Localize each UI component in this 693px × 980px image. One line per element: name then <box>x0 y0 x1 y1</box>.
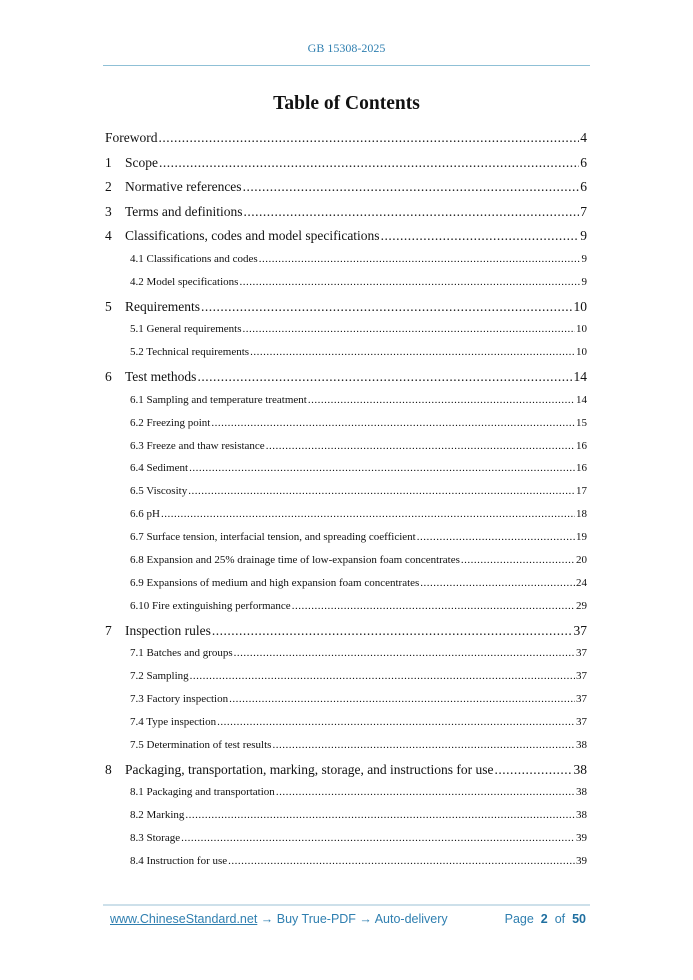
toc-entry-page: 37 <box>576 715 587 728</box>
dot-leader <box>161 508 575 520</box>
toc-entry-number: 8 <box>105 761 112 777</box>
toc-entry[interactable] <box>105 462 587 485</box>
toc-entry-page: 14 <box>573 369 587 385</box>
toc-entry-title: 8.4 Instruction for use <box>130 854 228 867</box>
toc-entry[interactable] <box>105 693 587 716</box>
toc-entry-title: 6.10 Fire extinguishing performance <box>130 599 291 612</box>
toc-entry[interactable] <box>105 716 587 739</box>
toc-entry-page: 7 <box>580 203 587 219</box>
toc-entry-title: 6.5 Viscosity <box>130 485 188 498</box>
toc-entry-page: 16 <box>576 462 587 475</box>
toc-entry-title: 6.4 Sediment <box>130 462 189 475</box>
dot-leader <box>201 299 573 315</box>
toc-entry-page: 16 <box>576 439 587 452</box>
toc-entry-page: 4 <box>580 130 587 145</box>
toc-entry-page: 29 <box>576 599 587 612</box>
toc-entry-page: 14 <box>576 393 587 406</box>
dot-leader <box>212 623 573 639</box>
toc-entry[interactable] <box>105 786 587 809</box>
dot-leader <box>189 462 575 474</box>
toc-entry-page: 9 <box>581 252 587 265</box>
toc-entry[interactable] <box>105 623 587 648</box>
toc-entry[interactable] <box>105 323 587 346</box>
website-link[interactable]: www.ChineseStandard.net <box>110 912 258 926</box>
dot-leader <box>217 716 575 728</box>
toc-entry-title: Inspection rules <box>125 622 211 638</box>
total-pages: 50 <box>572 912 586 926</box>
page-label: Page <box>504 912 534 926</box>
toc-entry-title: Classifications, codes and model specifications <box>125 228 380 244</box>
toc-entry-page: 37 <box>576 693 587 705</box>
toc-entry[interactable] <box>105 647 587 670</box>
toc-entry-page: 24 <box>576 576 587 589</box>
toc-entry-page: 37 <box>573 622 587 638</box>
toc-entry-page: 37 <box>576 670 587 683</box>
dot-leader <box>211 417 575 429</box>
toc-entry-title: 6.3 Freeze and thaw resistance <box>130 439 265 452</box>
toc-entry-page: 10 <box>576 323 587 336</box>
dot-leader <box>461 554 575 566</box>
toc-entry-page: 6 <box>580 154 587 170</box>
toc-entry-title: Terms and definitions <box>125 203 243 219</box>
toc-entry-page: 19 <box>576 531 587 544</box>
toc-entry-number: 5 <box>105 298 112 314</box>
dot-leader <box>242 323 575 335</box>
toc-entry[interactable] <box>105 809 587 832</box>
toc-entry-title: Scope <box>125 154 158 170</box>
toc-entry-page: 10 <box>576 346 587 359</box>
toc-entry[interactable] <box>105 531 587 554</box>
toc-entry-page: 17 <box>576 485 587 498</box>
dot-leader <box>181 832 575 844</box>
toc-entry[interactable] <box>105 832 587 855</box>
toc-entry-title: 7.5 Determination of test results <box>130 738 272 751</box>
toc-entry-page: 38 <box>576 809 587 822</box>
toc-entry-page: 38 <box>576 786 587 799</box>
dot-leader <box>159 155 579 171</box>
toc-entry[interactable] <box>105 485 587 508</box>
dot-leader <box>185 809 575 821</box>
toc-entry[interactable] <box>105 508 587 531</box>
toc-entry-title: 8.1 Packaging and transportation <box>130 786 275 799</box>
toc-entry-page: 39 <box>576 832 587 845</box>
toc-entry-title: 6.1 Sampling and temperature treatment <box>130 393 307 406</box>
toc-entry[interactable] <box>105 204 587 229</box>
dot-leader <box>276 786 575 798</box>
toc-entry-title: 7.2 Sampling <box>130 670 189 683</box>
toc-entry-title: 6.6 pH <box>130 508 160 521</box>
toc-entry-title: 8.3 Storage <box>130 832 181 845</box>
toc-entry[interactable] <box>105 417 587 440</box>
document-id-header: GB 15308-2025 <box>307 41 386 55</box>
toc-entry-number: 7 <box>105 622 112 638</box>
toc-entry[interactable] <box>105 228 587 253</box>
footer <box>110 912 586 926</box>
dot-leader <box>188 485 575 497</box>
of-label: of <box>554 912 566 926</box>
toc-entry[interactable] <box>105 600 587 623</box>
toc-entry-number: 4 <box>105 228 112 244</box>
dot-leader <box>420 577 575 589</box>
toc-entry[interactable] <box>105 276 587 299</box>
dot-leader <box>243 179 580 195</box>
dot-leader <box>381 228 580 244</box>
toc-entry-page: 6 <box>580 179 587 195</box>
toc-entry[interactable] <box>105 299 587 324</box>
dot-leader <box>228 855 575 867</box>
dot-leader <box>259 253 581 265</box>
toc-entry-title: 4.1 Classifications and codes <box>130 252 258 265</box>
toc-entry[interactable] <box>105 670 587 693</box>
toc-entry-title: 6.8 Expansion and 25% drainage time of low-expansion foam concentrates <box>130 553 460 566</box>
dot-leader <box>244 204 580 220</box>
toc-entry-page: 10 <box>573 298 587 314</box>
toc-entry[interactable] <box>105 440 587 463</box>
dot-leader <box>197 369 572 385</box>
dot-leader <box>159 130 580 146</box>
dot-leader <box>239 276 580 288</box>
toc-entry-title: 7.1 Batches and groups <box>130 647 233 660</box>
footer-tagline: → Buy True-PDF → Auto-delivery <box>257 912 448 926</box>
dot-leader <box>417 531 575 543</box>
toc-entry[interactable] <box>105 346 587 369</box>
dot-leader <box>272 739 575 751</box>
dot-leader <box>266 440 575 452</box>
toc-entry[interactable] <box>105 155 587 180</box>
toc-entry-title: Packaging, transportation, marking, storage, and instructions for use <box>125 761 494 777</box>
page-indicator <box>505 912 586 926</box>
toc-entry-title: 5.2 Technical requirements <box>130 346 250 359</box>
toc-entry-title: Foreword <box>105 130 158 145</box>
toc-entry[interactable] <box>105 855 587 878</box>
toc-entry-title: 7.4 Type inspection <box>130 715 217 728</box>
toc-entry-title: 6.9 Expansions of medium and high expansion foam concentrates <box>130 576 420 589</box>
toc-entry[interactable] <box>105 577 587 600</box>
dot-leader <box>229 693 575 705</box>
toc-entry-title: 6.7 Surface tension, interfacial tension, and spreading coefficient <box>130 531 416 544</box>
toc-entry-page: 9 <box>580 228 587 244</box>
dot-leader <box>495 762 573 778</box>
toc-entry[interactable] <box>105 369 587 394</box>
page-title: Table of Contents <box>273 93 420 114</box>
toc-entry[interactable] <box>105 253 587 276</box>
toc-entry[interactable] <box>105 394 587 417</box>
toc-entry-title: 7.3 Factory inspection <box>130 693 229 705</box>
dot-leader <box>308 394 575 406</box>
dot-leader <box>250 346 575 358</box>
toc-entry-number: 2 <box>105 179 112 195</box>
toc-entry[interactable] <box>105 762 587 787</box>
toc-entry-title: 6.2 Freezing point <box>130 416 211 429</box>
toc-entry-title: 8.2 Marking <box>130 809 185 822</box>
toc-entry[interactable] <box>105 179 587 204</box>
dot-leader <box>234 647 575 659</box>
toc-entry-page: 37 <box>576 647 587 660</box>
toc-entry[interactable] <box>105 130 587 155</box>
toc-entry-title: 5.1 General requirements <box>130 323 242 336</box>
toc-entry-title: Normative references <box>125 179 242 195</box>
table-of-contents <box>105 130 587 878</box>
dot-leader <box>190 670 575 682</box>
current-page: 2 <box>540 912 548 926</box>
toc-entry-title: 4.2 Model specifications <box>130 275 239 288</box>
toc-entry-title: Test methods <box>125 369 197 385</box>
toc-entry-number: 3 <box>105 203 112 219</box>
toc-entry-page: 18 <box>576 508 587 521</box>
toc-entry-number: 6 <box>105 369 112 385</box>
toc-entry[interactable] <box>105 739 587 762</box>
header-divider <box>103 65 590 66</box>
toc-entry-number: 1 <box>105 154 112 170</box>
footer-divider <box>103 904 590 906</box>
toc-entry[interactable] <box>105 554 587 577</box>
toc-entry-page: 20 <box>576 553 587 566</box>
dot-leader <box>292 600 575 612</box>
footer-left <box>110 912 448 926</box>
toc-entry-page: 38 <box>576 738 587 751</box>
toc-entry-title: Requirements <box>125 298 200 314</box>
toc-entry-page: 9 <box>581 275 587 288</box>
toc-entry-page: 15 <box>576 416 587 429</box>
toc-entry-page: 39 <box>576 854 587 867</box>
toc-entry-page: 38 <box>573 761 587 777</box>
